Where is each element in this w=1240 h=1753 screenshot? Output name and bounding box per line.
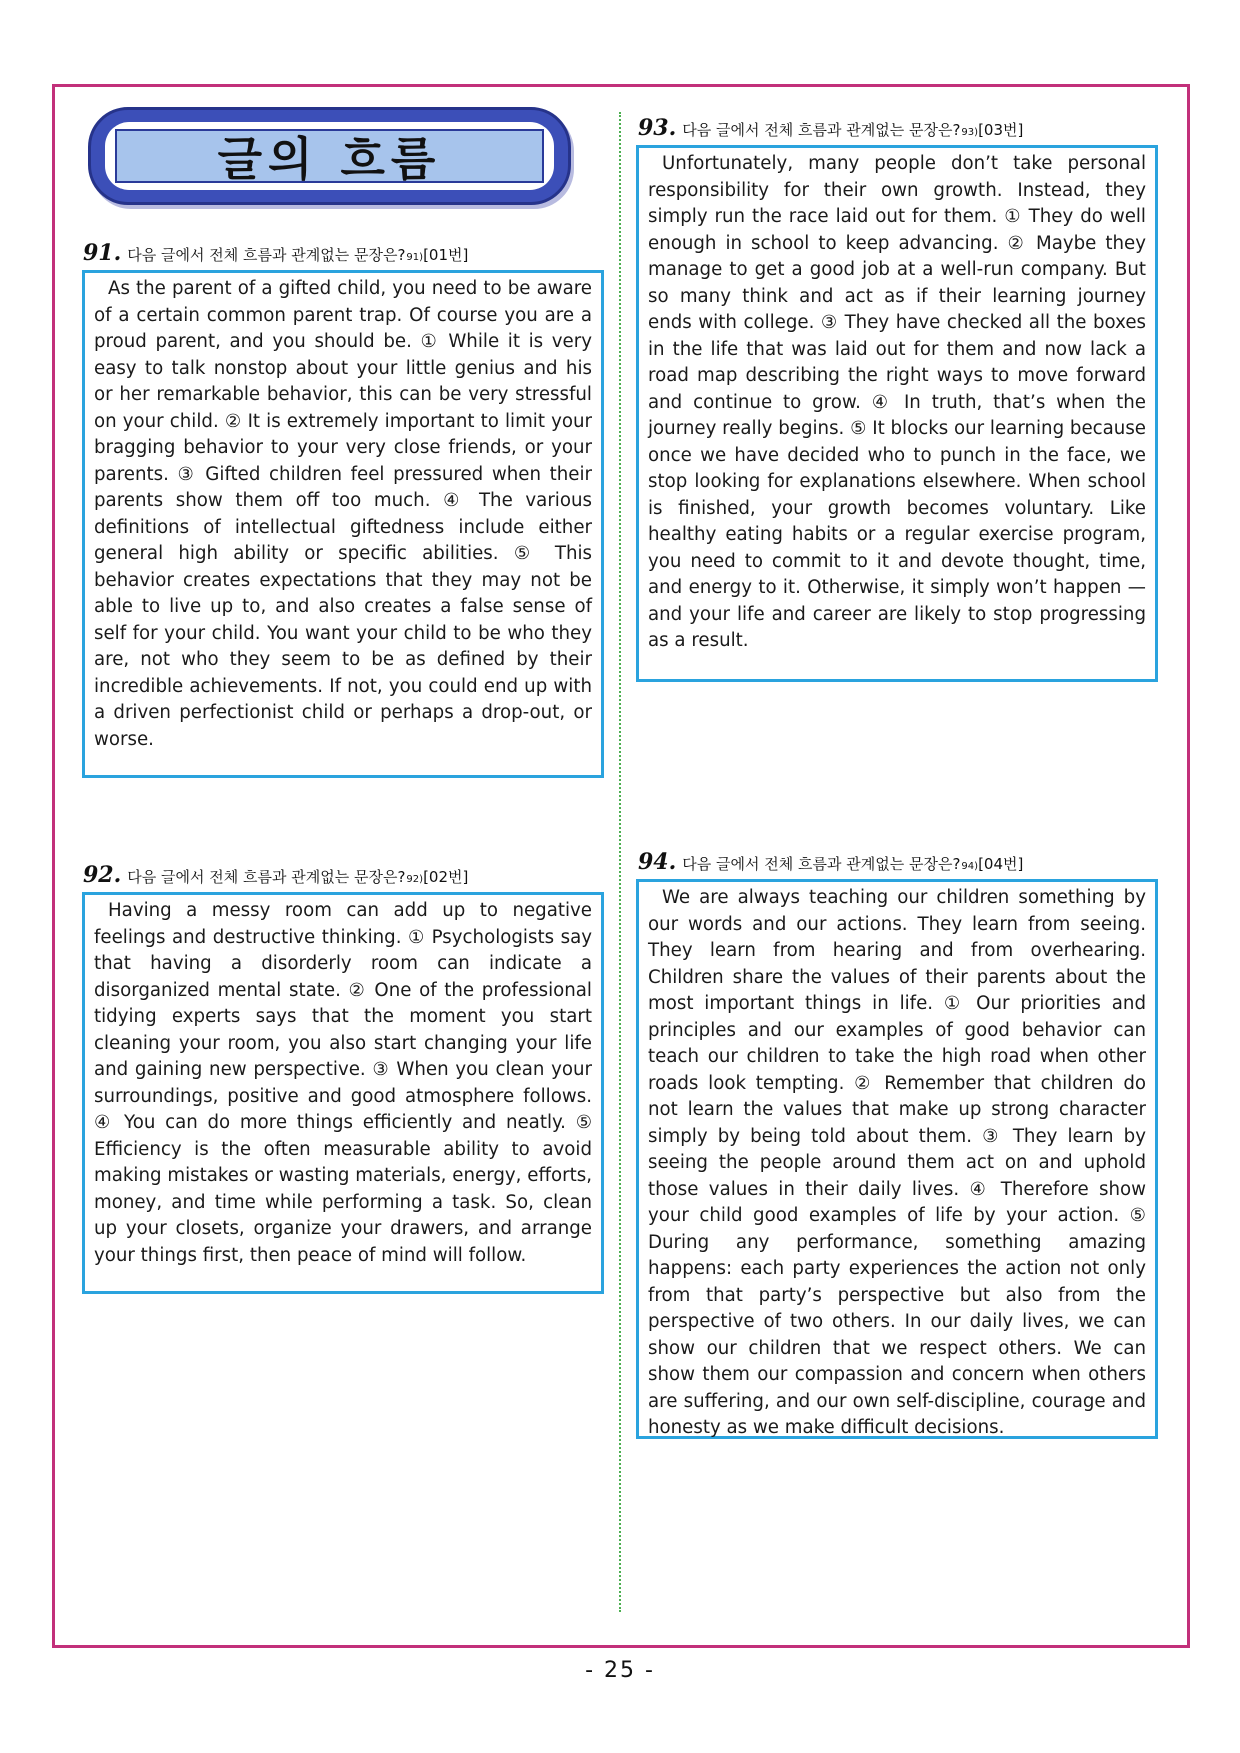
page-title: 글의 흐름 [115,129,544,183]
question-tag: [01번] [423,246,469,264]
footnote-ref: 94) [961,861,979,872]
footnote-ref: 92) [406,874,424,885]
question-91-passage: As the parent of a gifted child, you need to be aware of a certain common parent trap. Of course you are a proud parent, and you should be. ① While it is very easy to talk nonstop about your little genius and his or her remarkable behavior, this can be very stressful on your child. ② It is extremely important to limit your bragging behavior to your very close friends, or your parents. ③ Gifted children feel pressured when their parents show them off too much. ④ The various definitions of intellectual giftedness include either general high ability or specific abilities. ⑤ This behavior creates expectations that they may not be able to live up to, and also creates a false sense of self for your child. You want your child to be who they are, not who they seem to be as defined by their incredible achievements. If not, you could end up with a driven perfectionist child or perhaps a drop-out, or worse. [82,270,604,778]
question-tag: [04번] [978,855,1024,873]
footnote-ref: 91) [406,252,424,263]
question-number: 93. [638,115,677,141]
question-prompt: 다음 글에서 전체 흐름과 관계없는 문장은? [682,121,961,139]
question-tag: [03번] [978,121,1024,139]
title-banner [88,107,571,205]
question-93-header [638,115,1023,141]
question-number: 92. [83,862,122,888]
question-92-header [83,862,468,888]
question-94-passage: We are always teaching our children something by our words and our actions. They learn from seeing. They learn from hearing and from overhearing. Children share the values of their parents about the most important things in life. ① Our priorities and principles and our examples of good behavior can teach our children to take the high road when other roads look tempting. ② Remember that children do not learn the values that make up strong character simply by being told about them. ③ They learn by seeing the people around them act on and uphold those values in their daily lives. ④ Therefore show your child good examples of life by your action. ⑤ During any performance, something amazing happens: each party experiences the action not only from that party’s perspective but also from the perspective of two others. In our daily lives, we can show our children that we respect others. We can show them our compassion and concern when others are suffering, and our own self-discipline, courage and honesty as we make difficult decisions. [636,879,1158,1439]
question-92-passage: Having a messy room can add up to negative feelings and destructive thinking. ① Psychologists say that having a disorderly room can indicate a disorganized mental state. ② One of the professional tidying experts says that the moment you start cleaning your room, you also start changing your life and gaining new perspective. ③ When you clean your surroundings, positive and good atmosphere follows. ④ You can do more things efficiently and neatly. ⑤ Efficiency is the often measurable ability to avoid making mistakes or wasting materials, energy, efforts, money, and time while performing a task. So, clean up your closets, organize your drawers, and arrange your things first, then peace of mind will follow. [82,892,604,1294]
question-91-header [83,240,468,266]
question-prompt: 다음 글에서 전체 흐름과 관계없는 문장은? [127,246,406,264]
column-divider [619,112,621,1612]
question-prompt: 다음 글에서 전체 흐름과 관계없는 문장은? [127,868,406,886]
question-93-passage: Unfortunately, many people don’t take personal responsibility for their own growth. Instead, they simply run the race laid out for them. ① They do well enough in school to keep advancing. ② Maybe they manage to get a good job at a well-run company. But so many think and act as if their learning journey ends with college. ③ They have checked all the boxes in the life that was laid out for them and now lack a road map describing the right ways to move forward and continue to grow. ④ In truth, that’s when the journey really begins. ⑤ It blocks our learning because once we have decided who to punch in the face, we stop looking for explanations elsewhere. When school is finished, your growth becomes voluntary. Like healthy eating habits or a regular exercise program, you need to commit to it and devote thought, time, and energy to it. Otherwise, it simply won’t happen — and your life and career are likely to stop progressing as a result. [636,145,1158,682]
page-number: - 25 - [585,1658,655,1683]
question-tag: [02번] [423,868,469,886]
question-number: 94. [638,849,677,875]
footnote-ref: 93) [961,127,979,138]
question-number: 91. [83,240,122,266]
question-prompt: 다음 글에서 전체 흐름과 관계없는 문장은? [682,855,961,873]
question-94-header [638,849,1023,875]
